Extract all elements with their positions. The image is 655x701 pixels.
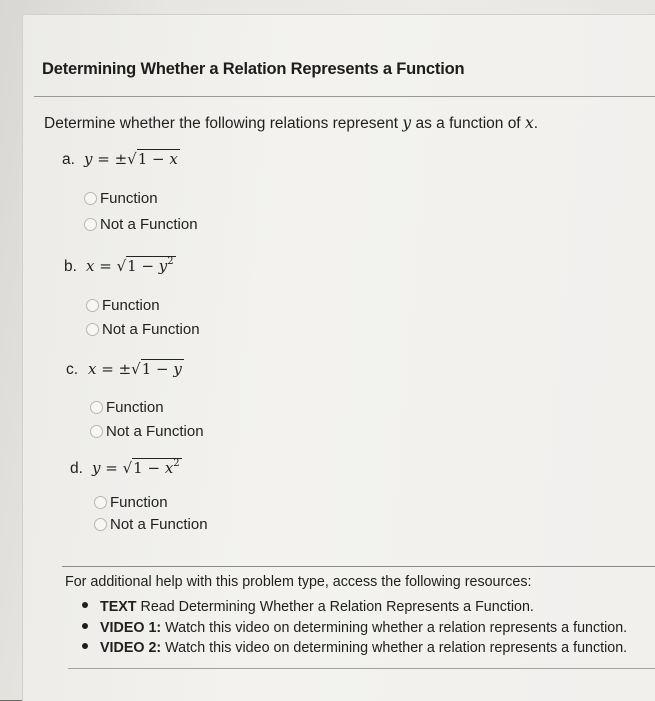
square-root — [117, 257, 176, 275]
radio-button[interactable] — [86, 299, 99, 312]
relation-equation — [88, 360, 184, 378]
equation-sign: = — [100, 459, 123, 477]
option-label: Not a Function — [100, 216, 198, 233]
radicand: 1 − y — [141, 360, 182, 378]
radio-button[interactable] — [90, 425, 103, 438]
equation-sign: = ± — [96, 360, 132, 378]
radio-button[interactable] — [84, 192, 97, 205]
question-label: a. — [62, 151, 75, 168]
radical-sign: √ — [116, 257, 127, 275]
question-label: d. — [70, 460, 83, 477]
variable-x: x — [524, 114, 534, 132]
variable-y: y — [402, 114, 412, 132]
bullet-icon — [82, 643, 88, 649]
equation-sign: = — [94, 257, 117, 275]
bullet-icon — [82, 623, 88, 629]
relation-equation — [92, 459, 182, 477]
question-c — [66, 360, 184, 379]
option-function-a[interactable] — [84, 190, 158, 207]
resource-link[interactable]: Read Determining Whether a Relation Represents a Function. — [136, 599, 534, 615]
square-root — [127, 150, 180, 168]
radio-button[interactable] — [94, 496, 107, 509]
radical-sign: √ — [131, 360, 141, 378]
relation-equation — [86, 257, 176, 275]
question-label: b. — [64, 258, 77, 275]
instructions-text-middle: as a function of — [411, 115, 525, 132]
equation-lhs: x — [88, 360, 97, 378]
option-function-c[interactable] — [90, 399, 164, 416]
equation-lhs: x — [86, 257, 95, 275]
option-label: Function — [106, 399, 164, 416]
option-label: Function — [110, 494, 168, 511]
radical-sign: √ — [122, 459, 133, 477]
radicand: 1 − x — [137, 150, 178, 168]
equation-lhs: y — [92, 459, 101, 477]
resource-kind: VIDEO 2: — [100, 640, 162, 656]
question-a — [62, 150, 180, 169]
relation-equation — [84, 150, 180, 168]
resource-item-video-1[interactable] — [82, 620, 627, 636]
resources-divider — [62, 566, 655, 567]
option-label: Not a Function — [110, 516, 208, 533]
radio-button[interactable] — [90, 401, 103, 414]
instructions-period: . — [533, 115, 538, 132]
option-not-function-c[interactable] — [90, 423, 204, 440]
radio-button[interactable] — [94, 518, 107, 531]
bottom-divider — [68, 668, 655, 669]
option-label: Function — [100, 190, 158, 207]
square-root — [131, 360, 184, 378]
help-intro: For additional help with this problem type, access the following resources: — [65, 574, 532, 590]
resource-item-text[interactable] — [82, 599, 534, 615]
radicand: $1 - x^2$ — [133, 458, 180, 477]
resource-link[interactable]: Watch this video on determining whether a relation represents a function. — [161, 640, 628, 656]
option-not-function-d[interactable] — [94, 516, 208, 533]
question-d — [70, 459, 182, 478]
question-b — [64, 257, 176, 276]
instructions-text: Determine whether the following relations represent — [44, 115, 403, 132]
resource-item-video-2[interactable] — [82, 640, 627, 656]
resource-link[interactable]: Watch this video on determining whether a relation represents a function. — [161, 620, 628, 636]
resource-kind: TEXT — [100, 599, 137, 615]
option-label: Not a Function — [102, 321, 200, 338]
option-not-function-a[interactable] — [84, 216, 198, 233]
instructions — [44, 114, 538, 133]
radicand: $1 - y^2$ — [127, 256, 174, 275]
question-label: c. — [66, 361, 79, 378]
square-root — [123, 459, 182, 477]
option-not-function-b[interactable] — [86, 321, 200, 338]
title-divider — [34, 96, 655, 97]
bullet-icon — [82, 602, 88, 608]
option-function-b[interactable] — [86, 297, 160, 314]
equation-sign: = ± — [92, 150, 128, 168]
radio-button[interactable] — [86, 323, 99, 336]
option-function-d[interactable] — [94, 494, 168, 511]
page-title: Determining Whether a Relation Represents a Function — [42, 60, 465, 78]
radical-sign: √ — [127, 150, 137, 168]
option-label: Function — [102, 297, 160, 314]
resource-kind: VIDEO 1: — [100, 620, 162, 636]
equation-lhs: y — [84, 150, 93, 168]
radio-button[interactable] — [84, 218, 97, 231]
option-label: Not a Function — [106, 423, 204, 440]
